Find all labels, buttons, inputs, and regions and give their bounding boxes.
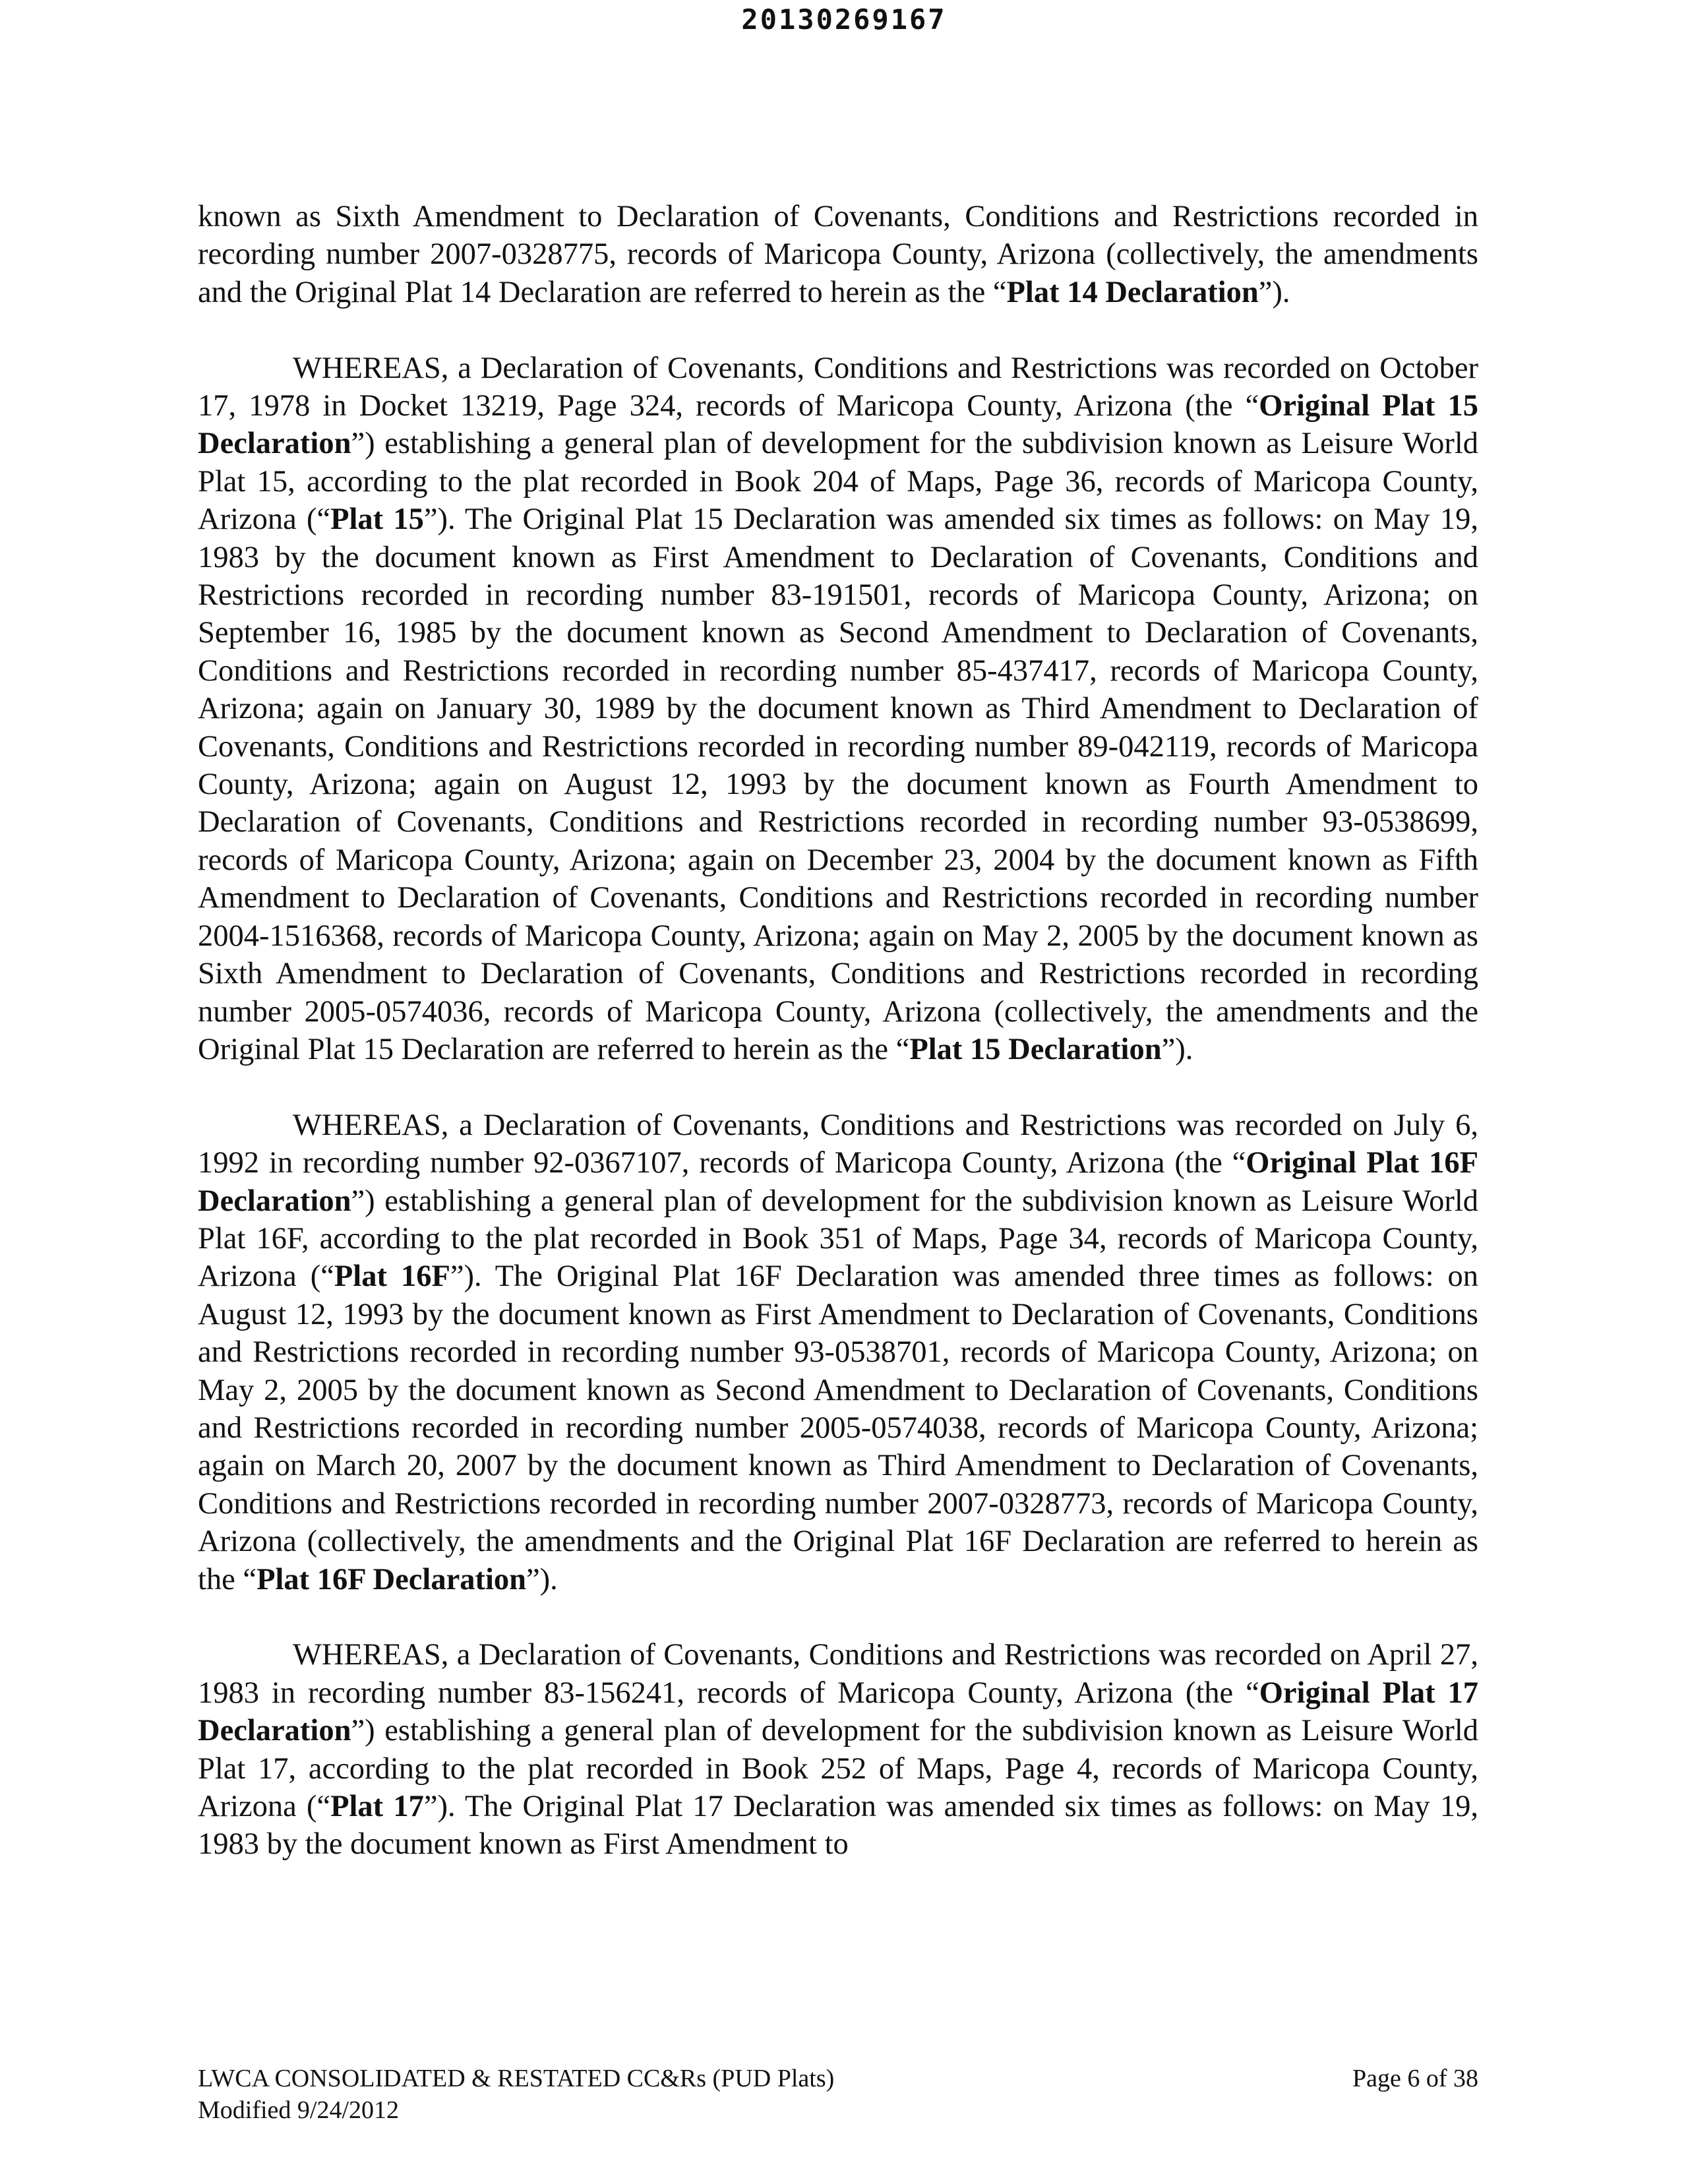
paragraph-text: known as Sixth Amendment to Declaration of Covenants, Conditions and Restrictions recorded in recording number 2007-0328775, records of Maricopa County, Arizona (collectively, the amendments and the Original Plat 14 Declaration are referred to herein as the “ — [198, 200, 1478, 309]
defined-term: Plat 17 — [330, 1790, 424, 1824]
footer-left — [198, 2063, 834, 2126]
paragraph-p2 — [198, 349, 1478, 1069]
paragraph-text: ”) establishing a general plan of development for the subdivision known as Leisure World Plat 16F, according to the plat recorded in Book 351 of Maps, Page 34, records of Maricopa County, Arizona (“ — [198, 1184, 1478, 1294]
paragraph-p1 — [198, 198, 1478, 311]
defined-term: Plat 15 Declaration — [909, 1032, 1162, 1066]
footer-doc-title: LWCA CONSOLIDATED & RESTATED CC&Rs (PUD Plats) — [198, 2065, 835, 2092]
paragraph-text: ”) establishing a general plan of development for the subdivision known as Leisure World Plat 15, according to the plat recorded in Book 204 of Maps, Page 36, records of Maricopa County, Arizona (“ — [198, 427, 1478, 537]
paragraph-text: ”). The Original Plat 16F Declaration was amended three times as follows: on August 12, 1993 by the document known as First Amendment to Declaration of Covenants, Conditions and Restrictions recorded in recording number 93-0538701, records of Maricopa County, Arizona; on May 2, 2005 by the document known as Second Amendment to Declaration of Covenants, Conditions and Restrictions recorded in recording number 2005-0574038, records of Maricopa County, Arizona; again on March 20, 2007 by the document known as Third Amendment to Declaration of Covenants, Conditions and Restrictions recorded in recording number 2007-0328773, records of Maricopa County, Arizona (collectively, the amendments and the Original Plat 16F Declaration are referred to herein as the “ — [198, 1259, 1479, 1596]
document-body — [198, 198, 1478, 1901]
defined-term: Plat 16F — [334, 1259, 450, 1294]
paragraph-text: ”) establishing a general plan of development for the subdivision known as Leisure World Plat 17, according to the plat recorded in Book 252 of Maps, Page 4, records of Maricopa County, Arizona (“ — [198, 1714, 1478, 1824]
paragraph-text: ”). — [1161, 1032, 1193, 1066]
defined-term: Original Plat 17 Declaration — [198, 1676, 1478, 1748]
paragraph-text: ”). The Original Plat 17 Declaration was amended six times as follows: on May 19, 1983 by the document known as First Amendment to — [198, 1790, 1478, 1862]
paragraph-text: WHEREAS, a Declaration of Covenants, Conditions and Restrictions was recorded on October 17, 1978 in Docket 13219, Page 324, records of Maricopa County, Arizona (the “ — [198, 351, 1478, 423]
defined-term: Plat 15 — [330, 502, 424, 537]
paragraph-text: ”). — [1258, 275, 1290, 309]
paragraph-p3 — [198, 1107, 1478, 1598]
paragraph-text: ”). — [526, 1562, 558, 1596]
paragraph-text: ”). The Original Plat 15 Declaration was amended six times as follows: on May 19, 1983 by the document known as First Amendment to Declaration of Covenants, Conditions and Restrictions recorded in recording number 83-191501, records of Maricopa County, Arizona; on September 16, 1985 by the document known as Second Amendment to Declaration of Covenants, Conditions and Restrictions recorded in recording number 85-437417, records of Maricopa County, Arizona; again on January 30, 1989 by the document known as Third Amendment to Declaration of Covenants, Conditions and Restrictions recorded in recording number 89-042119, records of Maricopa County, Arizona; again on August 12, 1993 by the document known as Fourth Amendment to Declaration of Covenants, Conditions and Restrictions recorded in recording number 93-0538699, records of Maricopa County, Arizona; again on December 23, 2004 by the document known as Fifth Amendment to Declaration of Covenants, Conditions and Restrictions recorded in recording number 2004-1516368, records of Maricopa County, Arizona; again on May 2, 2005 by the document known as Sixth Amendment to Declaration of Covenants, Conditions and Restrictions recorded in recording number 2005-0574036, records of Maricopa County, Arizona (collectively, the amendments and the Original Plat 15 Declaration are referred to herein as the “ — [198, 502, 1478, 1066]
recording-number: 20130269167 — [741, 3, 947, 36]
defined-term: Original Plat 15 Declaration — [198, 389, 1478, 461]
defined-term: Original Plat 16F Declaration — [198, 1146, 1479, 1218]
footer-modified-date: Modified 9/24/2012 — [198, 2096, 400, 2124]
defined-term: Plat 14 Declaration — [1006, 275, 1259, 309]
defined-term: Plat 16F Declaration — [256, 1562, 526, 1596]
paragraph-text: WHEREAS, a Declaration of Covenants, Conditions and Restrictions was recorded on April 27, 1983 in recording number 83-156241, records of Maricopa County, Arizona (the “ — [198, 1638, 1478, 1710]
paragraph-p4 — [198, 1636, 1478, 1863]
paragraph-text: WHEREAS, a Declaration of Covenants, Conditions and Restrictions was recorded on July 6, 1992 in recording number 92-0367107, records of Maricopa County, Arizona (the “ — [198, 1108, 1478, 1180]
footer-page-number: Page 6 of 38 — [1352, 2065, 1478, 2092]
